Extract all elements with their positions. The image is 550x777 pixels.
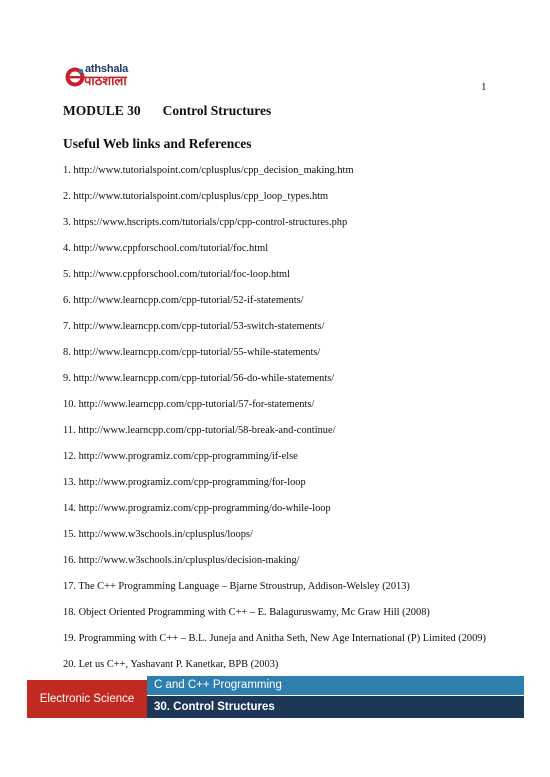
- reference-item: 16. http://www.w3schools.in/cplusplus/decision-making/: [63, 555, 300, 566]
- page-number: 1: [481, 81, 487, 93]
- reference-item: 20. Let us C++, Yashavant P. Kanetkar, BPB (2003): [63, 659, 279, 670]
- reference-item: 2. http://www.tutorialspoint.com/cplusplus/cpp_loop_types.htm: [63, 191, 329, 202]
- reference-item: 4. http://www.cppforschool.com/tutorial/foc.html: [63, 243, 269, 254]
- reference-item: 18. Object Oriented Programming with C++ – E. Balaguruswamy, Mc Graw Hill (2008): [63, 607, 430, 618]
- reference-item: 7. http://www.learncpp.com/cpp-tutorial/53-switch-statements/: [63, 321, 325, 332]
- reference-item: 9. http://www.learncpp.com/cpp-tutorial/56-do-while-statements/: [63, 373, 335, 384]
- module-number: MODULE 30: [63, 103, 141, 118]
- module-heading: [63, 103, 271, 119]
- reference-item: 6. http://www.learncpp.com/cpp-tutorial/52-if-statements/: [63, 295, 304, 306]
- reference-item: 19. Programming with C++ – B.L. Juneja and Anitha Seth, New Age International (P) Limited (2009): [63, 633, 486, 644]
- reference-list: [63, 164, 491, 684]
- logo-name-en: athshala: [85, 63, 129, 75]
- reference-item: 12. http://www.programiz.com/cpp-programming/if-else: [63, 451, 298, 462]
- reference-item: 14. http://www.programiz.com/cpp-programming/do-while-loop: [63, 503, 331, 514]
- epathshala-logo-mark-icon: [64, 66, 86, 88]
- epathshala-logo: [64, 63, 134, 91]
- reference-item: 8. http://www.learncpp.com/cpp-tutorial/55-while-statements/: [63, 347, 321, 358]
- reference-item: 5. http://www.cppforschool.com/tutorial/foc-loop.html: [63, 269, 291, 280]
- section-title: Useful Web links and References: [63, 136, 252, 151]
- module-topic: Control Structures: [162, 103, 272, 118]
- reference-item: 3. https://www.hscripts.com/tutorials/cpp/cpp-control-structures.php: [63, 217, 348, 228]
- footer-subject: Electronic Science: [27, 680, 147, 718]
- reference-item: 13. http://www.programiz.com/cpp-programming/for-loop: [63, 477, 306, 488]
- logo-name-hi: पाठशाला: [84, 74, 127, 89]
- footer-paper: C and C++ Programming: [147, 676, 524, 695]
- reference-item: 1. http://www.tutorialspoint.com/cplusplus/cpp_decision_making.htm: [63, 165, 354, 176]
- reference-item: 15. http://www.w3schools.in/cplusplus/loops/: [63, 529, 253, 540]
- reference-item: 10. http://www.learncpp.com/cpp-tutorial/57-for-statements/: [63, 399, 315, 410]
- reference-item: 17. The C++ Programming Language – Bjarne Stroustrup, Addison-Welsley (2013): [63, 581, 410, 592]
- reference-item: 11. http://www.learncpp.com/cpp-tutorial/58-break-and-continue/: [63, 425, 336, 436]
- footer-module: 30. Control Structures: [147, 696, 524, 718]
